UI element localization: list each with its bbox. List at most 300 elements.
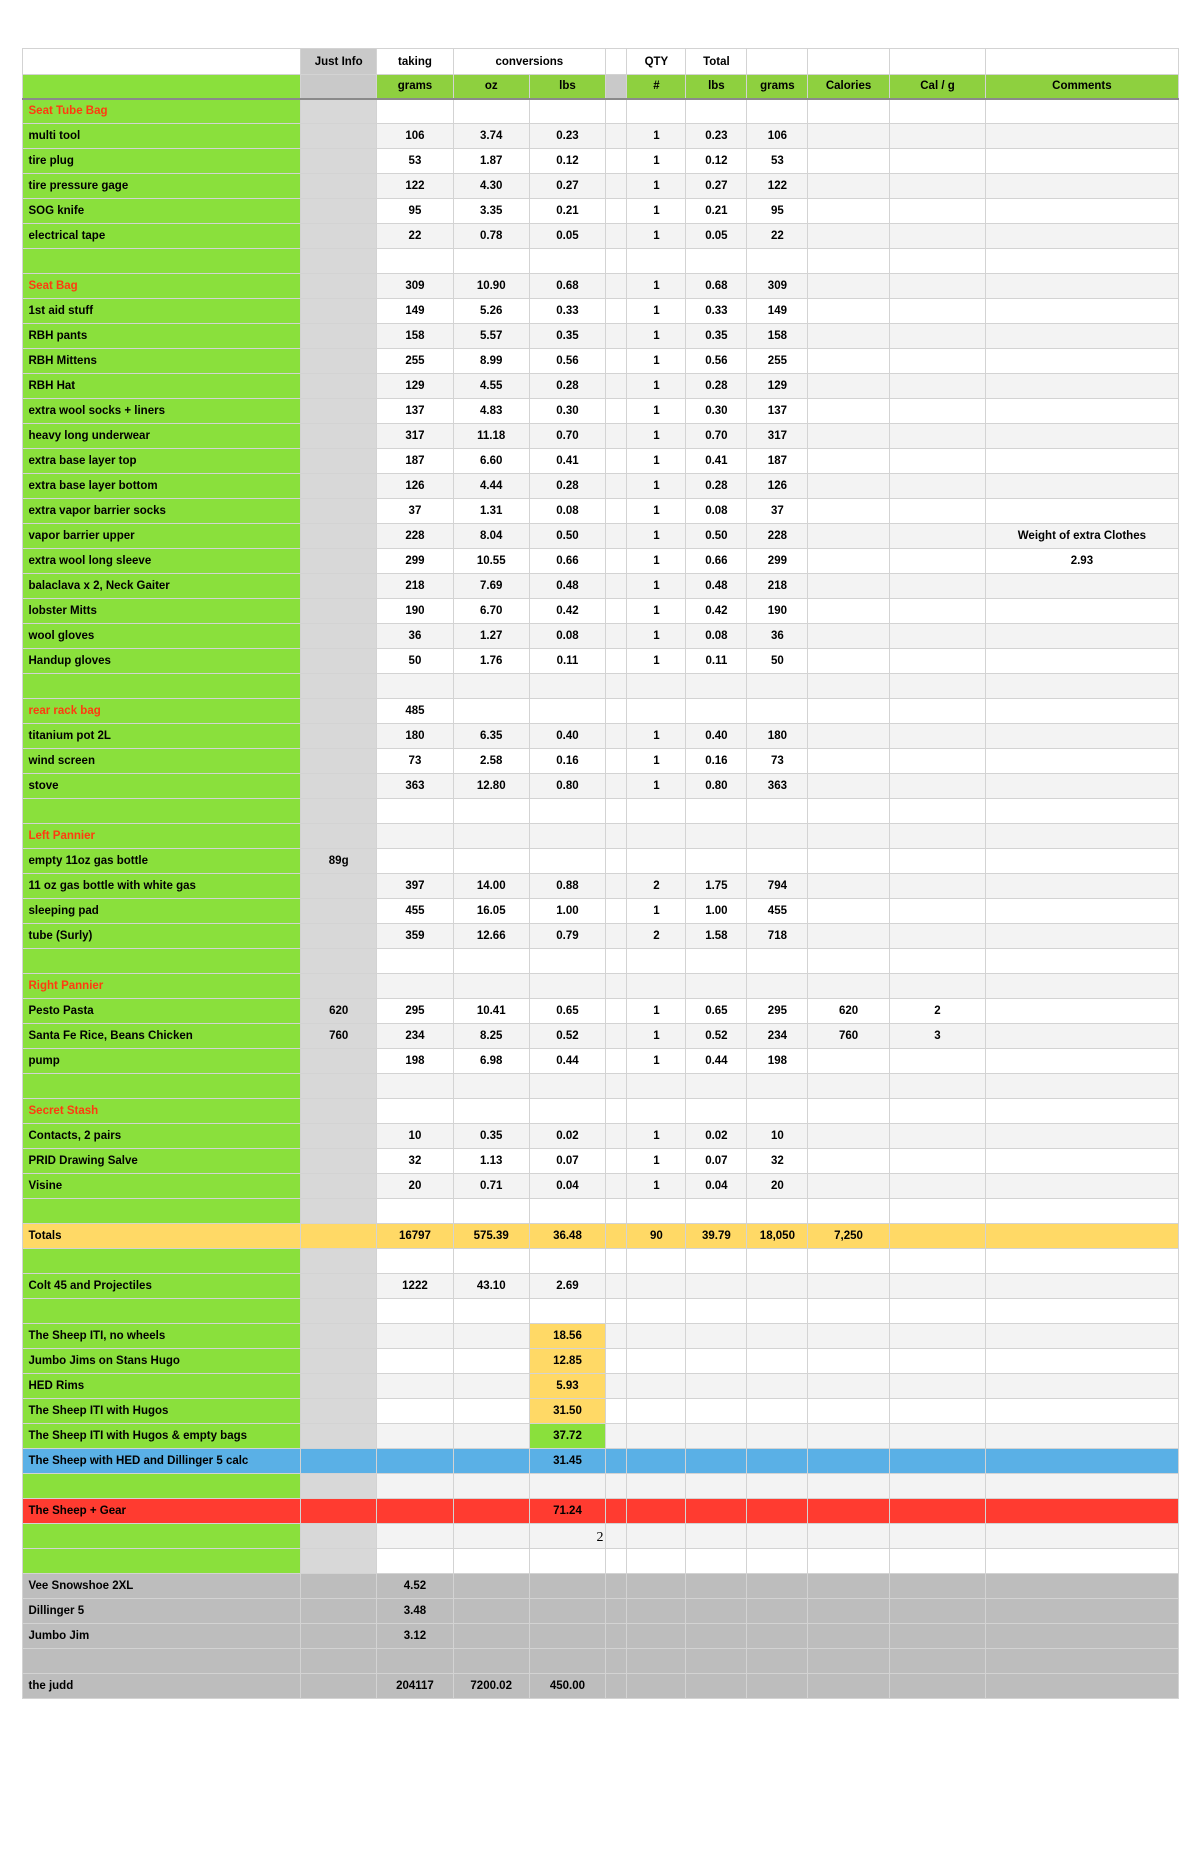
row-tlbs: 1.00 xyxy=(686,899,747,924)
row-grams xyxy=(377,99,453,124)
row-item-name: rear rack bag xyxy=(22,699,301,724)
row-just-info xyxy=(301,1049,377,1074)
row-tgrams xyxy=(747,674,808,699)
row-comment xyxy=(986,1324,1178,1349)
row-cal xyxy=(808,299,889,324)
header-spacer xyxy=(606,49,627,75)
row-calg xyxy=(889,574,986,599)
row-comment xyxy=(986,674,1178,699)
row-spacer xyxy=(606,1399,627,1424)
row-tlbs xyxy=(686,1324,747,1349)
row-item-name: extra base layer top xyxy=(22,449,301,474)
row-cal xyxy=(808,399,889,424)
row-spacer xyxy=(606,749,627,774)
row-tlbs xyxy=(686,974,747,999)
row-qty xyxy=(627,1074,686,1099)
row-oz: 2.58 xyxy=(453,749,529,774)
row-lbs: 0.12 xyxy=(529,149,605,174)
row-lbs: 0.08 xyxy=(529,624,605,649)
row-qty: 1 xyxy=(627,274,686,299)
row-oz xyxy=(453,1399,529,1424)
row-comment xyxy=(986,424,1178,449)
row-grams: 228 xyxy=(377,524,453,549)
row-tgrams xyxy=(747,1074,808,1099)
row-tgrams xyxy=(747,699,808,724)
row-grams: 32 xyxy=(377,1149,453,1174)
row-tlbs: 0.16 xyxy=(686,749,747,774)
row-spacer xyxy=(606,724,627,749)
table-row xyxy=(22,1624,1178,1649)
row-tlbs: 0.30 xyxy=(686,399,747,424)
row-tlbs: 0.68 xyxy=(686,274,747,299)
row-tlbs xyxy=(686,1599,747,1624)
row-cal xyxy=(808,1399,889,1424)
row-just-info: 89g xyxy=(301,849,377,874)
row-spacer xyxy=(606,1274,627,1299)
row-cal xyxy=(808,1674,889,1699)
row-comment xyxy=(986,574,1178,599)
row-oz: 0.35 xyxy=(453,1124,529,1149)
row-item-name: The Sheep + Gear xyxy=(22,1499,301,1524)
row-just-info xyxy=(301,374,377,399)
row-calg xyxy=(889,774,986,799)
header-column-row xyxy=(22,75,1178,99)
row-oz: 1.13 xyxy=(453,1149,529,1174)
row-spacer xyxy=(606,549,627,574)
row-cal xyxy=(808,1074,889,1099)
row-cal xyxy=(808,274,889,299)
row-comment xyxy=(986,1624,1178,1649)
row-spacer xyxy=(606,1349,627,1374)
row-spacer xyxy=(606,149,627,174)
row-qty: 1 xyxy=(627,474,686,499)
row-item-name: RBH Hat xyxy=(22,374,301,399)
row-cal xyxy=(808,1249,889,1274)
row-cal: 760 xyxy=(808,1024,889,1049)
row-item-name: 11 oz gas bottle with white gas xyxy=(22,874,301,899)
row-grams xyxy=(377,1349,453,1374)
row-cal xyxy=(808,974,889,999)
row-tgrams: 129 xyxy=(747,374,808,399)
row-item-name: multi tool xyxy=(22,124,301,149)
row-just-info xyxy=(301,1599,377,1624)
row-just-info xyxy=(301,599,377,624)
row-tgrams: 137 xyxy=(747,399,808,424)
row-grams: 359 xyxy=(377,924,453,949)
row-tgrams: 50 xyxy=(747,649,808,674)
row-just-info xyxy=(301,799,377,824)
row-cal xyxy=(808,1474,889,1499)
row-cal xyxy=(808,449,889,474)
row-spacer xyxy=(606,999,627,1024)
header-qty: QTY xyxy=(627,49,686,75)
row-qty: 1 xyxy=(627,424,686,449)
header-total-lbs: lbs xyxy=(686,75,747,99)
row-cal xyxy=(808,1649,889,1674)
row-tlbs xyxy=(686,674,747,699)
row-tlbs xyxy=(686,1649,747,1674)
row-lbs: 0.16 xyxy=(529,749,605,774)
row-oz: 8.99 xyxy=(453,349,529,374)
row-qty: 1 xyxy=(627,574,686,599)
table-row xyxy=(22,624,1178,649)
row-oz: 1.27 xyxy=(453,624,529,649)
row-comment: 2.93 xyxy=(986,549,1178,574)
row-comment xyxy=(986,1174,1178,1199)
table-row xyxy=(22,774,1178,799)
row-grams xyxy=(377,1549,453,1574)
row-tgrams: 180 xyxy=(747,724,808,749)
row-tgrams xyxy=(747,249,808,274)
row-cal xyxy=(808,849,889,874)
row-calg xyxy=(889,474,986,499)
row-comment xyxy=(986,974,1178,999)
row-oz: 7200.02 xyxy=(453,1674,529,1699)
row-oz xyxy=(453,1299,529,1324)
row-tlbs: 0.27 xyxy=(686,174,747,199)
row-comment xyxy=(986,399,1178,424)
row-tgrams: 20 xyxy=(747,1174,808,1199)
table-row xyxy=(22,1049,1178,1074)
row-lbs: 1.00 xyxy=(529,899,605,924)
row-spacer xyxy=(606,474,627,499)
row-grams: 187 xyxy=(377,449,453,474)
row-spacer xyxy=(606,1549,627,1574)
row-tlbs xyxy=(686,1449,747,1474)
row-spacer xyxy=(606,99,627,124)
row-comment xyxy=(986,449,1178,474)
row-spacer xyxy=(606,1474,627,1499)
row-tgrams xyxy=(747,824,808,849)
row-spacer xyxy=(606,1299,627,1324)
row-just-info xyxy=(301,1574,377,1599)
row-grams xyxy=(377,249,453,274)
row-item-name: heavy long underwear xyxy=(22,424,301,449)
row-calg xyxy=(889,324,986,349)
row-item-name: tube (Surly) xyxy=(22,924,301,949)
row-tlbs: 0.33 xyxy=(686,299,747,324)
row-qty: 90 xyxy=(627,1224,686,1249)
row-grams: 22 xyxy=(377,224,453,249)
row-grams xyxy=(377,1324,453,1349)
row-spacer xyxy=(606,1074,627,1099)
header-conversions: conversions xyxy=(453,49,606,75)
row-spacer xyxy=(606,524,627,549)
row-qty xyxy=(627,99,686,124)
row-qty xyxy=(627,1099,686,1124)
row-qty: 1 xyxy=(627,174,686,199)
table-row xyxy=(22,749,1178,774)
table-row xyxy=(22,949,1178,974)
row-cal xyxy=(808,649,889,674)
row-tgrams xyxy=(747,1099,808,1124)
row-grams: 73 xyxy=(377,749,453,774)
row-calg xyxy=(889,299,986,324)
row-tlbs xyxy=(686,1074,747,1099)
row-tgrams: 10 xyxy=(747,1124,808,1149)
row-comment xyxy=(986,899,1178,924)
table-row xyxy=(22,1549,1178,1574)
row-tgrams xyxy=(747,1474,808,1499)
row-spacer xyxy=(606,1674,627,1699)
row-item-name: Contacts, 2 pairs xyxy=(22,1124,301,1149)
row-cal xyxy=(808,874,889,899)
row-tlbs xyxy=(686,1349,747,1374)
row-calg xyxy=(889,799,986,824)
row-lbs: 0.80 xyxy=(529,774,605,799)
row-just-info xyxy=(301,174,377,199)
row-tlbs: 0.80 xyxy=(686,774,747,799)
row-just-info xyxy=(301,1149,377,1174)
row-oz: 8.25 xyxy=(453,1024,529,1049)
row-just-info xyxy=(301,449,377,474)
header-qty-hash: # xyxy=(627,75,686,99)
row-grams: 53 xyxy=(377,149,453,174)
row-just-info xyxy=(301,424,377,449)
row-spacer xyxy=(606,1574,627,1599)
row-oz xyxy=(453,1374,529,1399)
row-oz xyxy=(453,1574,529,1599)
table-row xyxy=(22,224,1178,249)
table-row xyxy=(22,1424,1178,1449)
row-item-name xyxy=(22,1474,301,1499)
row-item-name: Dillinger 5 xyxy=(22,1599,301,1624)
row-oz xyxy=(453,1624,529,1649)
table-row xyxy=(22,1574,1178,1599)
row-grams: 3.12 xyxy=(377,1624,453,1649)
row-comment xyxy=(986,1349,1178,1374)
row-tgrams: 299 xyxy=(747,549,808,574)
row-oz xyxy=(453,1549,529,1574)
row-tlbs: 0.50 xyxy=(686,524,747,549)
row-calg: 3 xyxy=(889,1024,986,1049)
row-qty xyxy=(627,1549,686,1574)
table-row xyxy=(22,899,1178,924)
row-tlbs: 0.65 xyxy=(686,999,747,1024)
row-grams: 4.52 xyxy=(377,1574,453,1599)
row-qty: 2 xyxy=(627,874,686,899)
row-oz: 6.35 xyxy=(453,724,529,749)
row-cal xyxy=(808,924,889,949)
row-spacer xyxy=(606,224,627,249)
row-tgrams: 36 xyxy=(747,624,808,649)
row-item-name: Santa Fe Rice, Beans Chicken xyxy=(22,1024,301,1049)
row-just-info xyxy=(301,1349,377,1374)
row-oz xyxy=(453,1099,529,1124)
row-lbs: 2.69 xyxy=(529,1274,605,1299)
row-qty: 1 xyxy=(627,199,686,224)
row-spacer xyxy=(606,1199,627,1224)
table-row xyxy=(22,449,1178,474)
row-oz: 10.41 xyxy=(453,999,529,1024)
row-calg xyxy=(889,824,986,849)
row-oz: 43.10 xyxy=(453,1274,529,1299)
row-grams: 95 xyxy=(377,199,453,224)
row-qty: 1 xyxy=(627,324,686,349)
header-just-info-col xyxy=(301,75,377,99)
row-calg xyxy=(889,1624,986,1649)
table-row xyxy=(22,1199,1178,1224)
row-tgrams: 158 xyxy=(747,324,808,349)
row-calg: 2 xyxy=(889,999,986,1024)
row-calg xyxy=(889,1274,986,1299)
row-tgrams xyxy=(747,1299,808,1324)
row-just-info xyxy=(301,899,377,924)
table-row xyxy=(22,374,1178,399)
row-item-name: tire plug xyxy=(22,149,301,174)
row-tlbs xyxy=(686,1099,747,1124)
row-qty xyxy=(627,799,686,824)
row-oz xyxy=(453,1474,529,1499)
row-lbs xyxy=(529,1549,605,1574)
row-just-info xyxy=(301,1274,377,1299)
row-just-info xyxy=(301,524,377,549)
row-cal xyxy=(808,1124,889,1149)
row-qty xyxy=(627,1424,686,1449)
row-grams: 295 xyxy=(377,999,453,1024)
row-tlbs: 1.75 xyxy=(686,874,747,899)
row-grams: 137 xyxy=(377,399,453,424)
row-calg xyxy=(889,1474,986,1499)
row-spacer xyxy=(606,449,627,474)
row-lbs: 0.08 xyxy=(529,499,605,524)
row-grams xyxy=(377,1374,453,1399)
row-calg xyxy=(889,699,986,724)
row-oz: 3.74 xyxy=(453,124,529,149)
row-cal xyxy=(808,624,889,649)
row-comment xyxy=(986,149,1178,174)
row-calg xyxy=(889,349,986,374)
row-cal xyxy=(808,1624,889,1649)
row-tlbs: 0.28 xyxy=(686,374,747,399)
table-row xyxy=(22,649,1178,674)
row-item-name xyxy=(22,249,301,274)
row-lbs: 18.56 xyxy=(529,1324,605,1349)
row-tgrams xyxy=(747,1249,808,1274)
row-spacer xyxy=(606,1324,627,1349)
row-tgrams: 149 xyxy=(747,299,808,324)
table-row xyxy=(22,1074,1178,1099)
row-tgrams xyxy=(747,1599,808,1624)
row-comment xyxy=(986,99,1178,124)
row-oz: 1.87 xyxy=(453,149,529,174)
row-spacer xyxy=(606,174,627,199)
table-row xyxy=(22,199,1178,224)
table-row xyxy=(22,999,1178,1024)
row-just-info xyxy=(301,1674,377,1699)
row-grams: 50 xyxy=(377,649,453,674)
table-row xyxy=(22,574,1178,599)
row-oz: 1.31 xyxy=(453,499,529,524)
row-spacer xyxy=(606,499,627,524)
row-grams: 455 xyxy=(377,899,453,924)
row-item-name: SOG knife xyxy=(22,199,301,224)
row-cal xyxy=(808,174,889,199)
row-comment xyxy=(986,649,1178,674)
row-comment xyxy=(986,1374,1178,1399)
row-calg xyxy=(889,374,986,399)
row-comment xyxy=(986,1674,1178,1699)
row-calg xyxy=(889,1599,986,1624)
row-item-name: stove xyxy=(22,774,301,799)
row-grams: 16797 xyxy=(377,1224,453,1249)
row-oz: 5.57 xyxy=(453,324,529,349)
row-calg xyxy=(889,99,986,124)
row-spacer xyxy=(606,199,627,224)
row-lbs: 0.88 xyxy=(529,874,605,899)
row-qty: 1 xyxy=(627,1124,686,1149)
row-spacer xyxy=(606,299,627,324)
table-row xyxy=(22,824,1178,849)
row-oz xyxy=(453,799,529,824)
row-oz: 12.66 xyxy=(453,924,529,949)
row-item-name: Totals xyxy=(22,1224,301,1249)
row-calg xyxy=(889,1574,986,1599)
row-grams xyxy=(377,1424,453,1449)
row-tlbs xyxy=(686,1674,747,1699)
row-just-info xyxy=(301,649,377,674)
row-grams: 234 xyxy=(377,1024,453,1049)
table-row xyxy=(22,849,1178,874)
row-spacer xyxy=(606,1424,627,1449)
row-lbs: 12.85 xyxy=(529,1349,605,1374)
row-spacer xyxy=(606,349,627,374)
header-calories: Calories xyxy=(808,75,889,99)
row-calg xyxy=(889,1174,986,1199)
row-spacer xyxy=(606,1149,627,1174)
row-comment xyxy=(986,1474,1178,1499)
row-lbs: 0.48 xyxy=(529,574,605,599)
row-oz: 1.76 xyxy=(453,649,529,674)
table-row xyxy=(22,1349,1178,1374)
row-item-name: pump xyxy=(22,1049,301,1074)
header-blank4 xyxy=(889,49,986,75)
row-calg xyxy=(889,674,986,699)
row-spacer xyxy=(606,849,627,874)
table-row xyxy=(22,99,1178,124)
row-comment xyxy=(986,999,1178,1024)
row-oz: 3.35 xyxy=(453,199,529,224)
header-blank3 xyxy=(808,49,889,75)
table-row xyxy=(22,249,1178,274)
row-cal xyxy=(808,1349,889,1374)
row-item-name: 1st aid stuff xyxy=(22,299,301,324)
table-row xyxy=(22,1274,1178,1299)
row-oz xyxy=(453,1599,529,1624)
row-tlbs: 0.08 xyxy=(686,624,747,649)
row-spacer xyxy=(606,874,627,899)
row-spacer xyxy=(606,1449,627,1474)
row-spacer xyxy=(606,274,627,299)
row-spacer xyxy=(606,699,627,724)
row-tlbs: 0.08 xyxy=(686,499,747,524)
row-oz xyxy=(453,249,529,274)
row-grams: 198 xyxy=(377,1049,453,1074)
row-spacer xyxy=(606,324,627,349)
table-row xyxy=(22,924,1178,949)
row-tlbs xyxy=(686,1624,747,1649)
table-row xyxy=(22,1124,1178,1149)
header-total: Total xyxy=(686,49,747,75)
row-cal xyxy=(808,1424,889,1449)
row-qty xyxy=(627,1349,686,1374)
table-row xyxy=(22,549,1178,574)
row-tlbs xyxy=(686,1399,747,1424)
row-item-name: Right Pannier xyxy=(22,974,301,999)
row-qty xyxy=(627,949,686,974)
row-tlbs: 0.44 xyxy=(686,1049,747,1074)
row-calg xyxy=(889,1674,986,1699)
